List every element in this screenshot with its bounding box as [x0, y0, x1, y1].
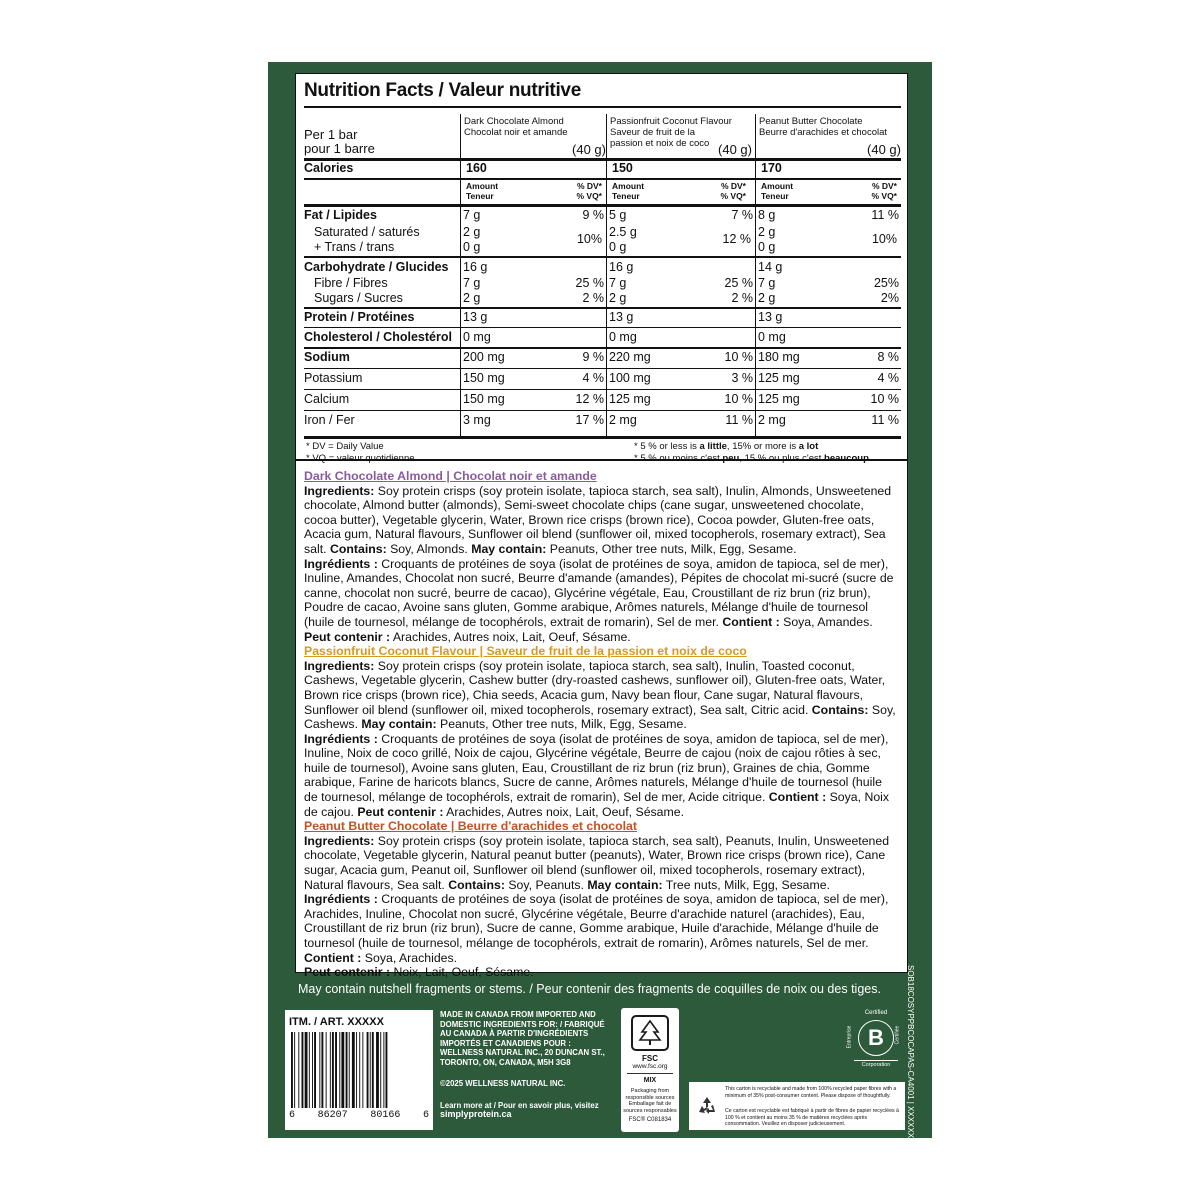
column-line	[460, 114, 461, 436]
amount: 0 g	[463, 240, 481, 254]
nutrient-cell	[756, 371, 901, 388]
percent-dv: 17 %	[575, 413, 604, 427]
divider	[304, 327, 901, 328]
nutrient-label: Sodium	[304, 350, 350, 364]
column-line	[755, 114, 756, 436]
divider	[304, 436, 901, 439]
percent-dv: 9 %	[582, 208, 604, 222]
nutrient-cell	[461, 291, 606, 307]
divider	[304, 256, 901, 258]
nutrient-label: Sugars / Sucres	[314, 291, 403, 305]
column-head-peanut: Peanut Butter Chocolate Beurre d'arachides et chocolat (40 g)	[759, 116, 901, 157]
per-bar: Per 1 bar	[304, 127, 358, 142]
nutrient-cell	[607, 276, 755, 291]
amount: 2 g	[758, 291, 776, 305]
ingredients-passion-fr: Ingrédients : Croquants de protéines de soya (isolat de protéines de soya, amidon de tapioca, sel de mer), Inuline, Noix de coco grillé, Noix de cajou, Glycérine végétale, Beurre de cajou (noix de cajou rôties à sec, huile de tournesol), Avoine sans gluten, Eau, Croustillant de riz brun (riz brun), Graines de chia, Gomme arabique, Farine de haricots blancs, Sucre de canne, Arômes naturels, Mélange d'huile de tournesol (huile de tournesol, mélange de tocophérols, extrait de romarin), Sel de mer, Acide citrique. Contient : Soya, Noix de cajou. Peut contenir : Arachides, Autres noix, Lait, Oeuf, Sésame.	[304, 731, 890, 819]
barcode-icon	[289, 1032, 429, 1108]
nutrient-cell	[461, 371, 606, 388]
percent-dv: 4 %	[877, 371, 899, 385]
percent-dv: 7 %	[731, 208, 753, 222]
amount: 2 g	[609, 291, 627, 305]
percent-dv: 11 %	[871, 208, 899, 222]
amount: 125 mg	[758, 392, 800, 406]
percent-dv: 25 %	[575, 276, 604, 290]
divider	[304, 410, 901, 411]
nutrient-cell	[461, 208, 606, 224]
percent-dv: 10 %	[724, 392, 753, 406]
column-head-passion: Passionfruit Coconut Flavour Saveur de fruit de la passion et noix de coco (40 g)	[610, 116, 752, 157]
percent-dv: 25%	[873, 276, 899, 290]
percent-dv: 2%	[880, 291, 899, 305]
amount: 0 g	[758, 240, 776, 254]
ingredients-passion-en: Ingredients: Soy protein crisps (soy protein isolate, tapioca starch, sea salt), Inulin, Toasted coconut, Cashews, Vegetable glycerin, Cashew butter (dry-roasted cashews, sunflower oil), Gluten-free oats, Water, Brown rice crisps (brown rice), Chia seeds, Acacia gum, Navy bean flour, Cane sugar, Natural flavours, Sunflower oil blend (sunflower oil, mixed tocopherols, rosemary extract), Sea salt, Citric acid. Contains: Soy, Cashews. May contain: Peanuts, Other tree nuts, Milk, Egg, Sesame.	[304, 658, 896, 732]
amount: 3 mg	[463, 413, 491, 427]
row-protein	[304, 310, 901, 327]
amount: 8 g	[758, 208, 776, 222]
divider	[304, 368, 901, 369]
amount: 220 mg	[609, 350, 651, 364]
nutrient-cell	[607, 350, 755, 367]
divider	[304, 106, 901, 108]
heading-peanut-butter: Peanut Butter Chocolate | Beurre d'arachides et chocolat	[304, 819, 637, 834]
nutrient-label: Saturated / saturés	[314, 225, 420, 239]
amount: 0 g	[609, 240, 627, 254]
fsc-tree-icon	[630, 1014, 670, 1052]
footnote-dv: * DV = Daily Value	[306, 441, 384, 452]
nutrient-cell	[756, 208, 901, 224]
nutrient-cell	[461, 350, 606, 367]
row-trans	[304, 240, 901, 256]
recycle-icon	[695, 1094, 719, 1118]
row-carb	[304, 260, 901, 276]
row-fat	[304, 208, 901, 224]
nutrient-cell	[756, 276, 901, 291]
nutrient-label: Fat / Lipides	[304, 208, 377, 222]
barcode-area	[285, 1010, 433, 1130]
percent-dv: 12 %	[722, 232, 751, 246]
divider	[304, 307, 901, 309]
amount: 125 mg	[758, 371, 800, 385]
amount: 2 mg	[758, 413, 786, 427]
nutrient-label: Fibre / Fibres	[314, 276, 388, 290]
nutrient-cell	[461, 276, 606, 291]
recycle-notice: This carton is recyclable and made from 100% recycled paper fibres with a minimum of 35% post-consumer content. Please dispose of thoughtfully. Ce carton est recyclable est fabriqué à partir de fibres de papier recyclées à 100 % et contient au moins 35 % de matières recyclées après consommation. Veuillez en disposer judicieusement.	[689, 1082, 905, 1130]
nutrient-cell	[461, 330, 606, 347]
nutrient-cell	[607, 392, 755, 409]
bcorp-b-icon: B	[858, 1020, 894, 1056]
amount: 150 mg	[463, 371, 505, 385]
barcode-digits: 6 86207 80166 6	[289, 1110, 429, 1121]
percent-dv: 4 %	[582, 371, 604, 385]
nutrient-cell	[607, 291, 755, 307]
packaging-info	[285, 1010, 913, 1130]
nutrient-cell	[756, 350, 901, 367]
ingredients-peanut-fr: Ingrédients : Croquants de protéines de soya (isolat de protéines de soya, amidon de tapioca, sel de mer), Arachides, Inuline, Chocolat non sucré, Glycérine végétale, Beurre d'arachide naturel (arachides), Eau, Croustillant de riz brun (riz brun), Sucre de canne, Gomme arabique, Huile d'arachide, Mélange d'huile de tournesol (huile de tournesol, mélange de tocophérols, extrait de romarin), Arômes naturels, Sel de mer. Contient : Soya, Arachides. Peut contenir : Noix, Lait, Oeuf, Sésame.	[304, 892, 889, 980]
percent-dv: 12 %	[575, 392, 604, 406]
nutrient-cell	[461, 392, 606, 409]
nutrient-cell	[607, 330, 755, 347]
nutrient-cell	[607, 413, 755, 430]
nutrient-cell	[756, 260, 901, 276]
ingredients-section	[304, 469, 898, 980]
row-iron	[304, 413, 901, 430]
vertical-product-code: SOB18COSYPPBCOCAPAS-CA4001 | XXXXXX	[906, 965, 915, 1139]
amount: 0 mg	[463, 330, 491, 344]
divider	[304, 347, 901, 349]
heading-dark-chocolate: Dark Chocolate Almond | Chocolat noir et amande	[304, 469, 597, 483]
nutrient-label: Potassium	[304, 371, 363, 385]
row-sodium	[304, 350, 901, 367]
percent-dv: 2 %	[731, 291, 753, 305]
amount: 2 g	[758, 225, 776, 239]
percent-dv: 11 %	[871, 413, 899, 427]
manufacturer-address: MADE IN CANADA FROM IMPORTED AND DOMESTIC INGREDIENTS FOR: / FABRIQUÉ AU CANADA À PARTIR D'INGRÉDIENTS IMPORTÉS ET CANADIENS POUR : WELLNESS NATURAL INC., 20 DUNCAN ST., TORONTO, ON, CANADA, M5H 3G8 ©2025 WELLNESS NATURAL INC. Learn more at / Pour en savoir plus, visitez simplyprotein.ca	[440, 1010, 605, 1119]
percent-dv: 3 %	[731, 371, 753, 385]
divider	[296, 459, 907, 461]
row-chol	[304, 330, 901, 347]
nutrition-title: Nutrition Facts / Valeur nutritive	[304, 80, 581, 101]
row-potassium	[304, 371, 901, 388]
nutrient-cell	[756, 413, 901, 430]
nutrient-cell	[756, 330, 901, 347]
row-fibre	[304, 276, 901, 291]
percent-dv: 10 %	[870, 392, 899, 406]
amount: 0 mg	[609, 330, 637, 344]
divider	[304, 389, 901, 390]
amount: 13 g	[758, 310, 783, 324]
percent-dv: 2 %	[582, 291, 604, 305]
nutrient-cell	[607, 310, 755, 327]
divider	[304, 178, 901, 180]
amount: 7 g	[758, 276, 776, 290]
ingredients-dark-en: Ingredients: Soy protein crisps (soy protein isolate, tapioca starch, sea salt), Inulin, Almonds, Unsweetened chocolate, Almond butter (almonds), Semi-sweet chocolate chips (cane sugar, unsweetened chocolate, cocoa butter), Vegetable glycerin, Water, Brown rice crisps (brown rice), Cocoa powder, Gluten-free oats, Acacia gum, Natural flavours, Sunflower oil blend (sunflower oil, mixed tocopherols, rosemary extract), Sea salt. Contains: Soy, Almonds. May contain: Peanuts, Other tree nuts, Milk, Egg, Sesame.	[304, 483, 892, 556]
amount: 16 g	[609, 260, 634, 274]
percent-dv: 9 %	[582, 350, 604, 364]
row-calories: Calories 160 150 170	[304, 161, 782, 175]
ingredients-dark-fr: Ingrédients : Croquants de protéines de soya (isolat de protéines de soya, amidon de tapioca, sel de mer), Inuline, Amandes, Chocolat non sucré, Beurre d'amande (amandes), Pépites de chocolat mi-sucré (sucre de canne, chocolat non sucré, beurre de cacao), Glycérine végétale, Eau, Croustillant de riz brun (riz brun), Poudre de cacao, Avoine sans gluten, Gomme arabique, Arômes naturels, Mélange d'huile de tournesol (huile de tournesol, mélange de tocophérols, extrait de romarin), Sel de mer. Contient : Soya, Amandes. Peut contenir : Arachides, Autres noix, Lait, Oeuf, Sésame.	[304, 556, 894, 644]
nutshell-warning: May contain nutshell fragments or stems. / Peur contenir des fragments de coquilles de noix ou des tiges.	[298, 982, 881, 996]
bcorp-logo: Certified B Entreprise Certifiée Corporation	[846, 1010, 901, 1068]
nutrient-cell	[607, 208, 755, 224]
amount: 125 mg	[609, 392, 651, 406]
nutrient-cell	[461, 260, 606, 276]
nutrient-cell	[756, 392, 901, 409]
nutrient-label: Protein / Protéines	[304, 310, 415, 324]
amount: 16 g	[463, 260, 488, 274]
amount: 100 mg	[609, 371, 651, 385]
nutrient-cell	[607, 371, 755, 388]
percent-dv: 10%	[871, 232, 897, 246]
ingredients-peanut-en: Ingredients: Soy protein crisps (soy protein isolate, tapioca starch, sea salt), Peanuts, Inulin, Unsweetened chocolate, Vegetable glycerin, Natural peanut butter (peanuts), Water, Brown rice crisps (brown rice), Cane sugar, Acacia gum, Peanut oil, Sunflower oil blend (sunflower oil, mixed tocopherols, rosemary extract), Natural flavours, Sea salt. Contains: Soy, Peanuts. May contain: Tree nuts, Milk, Egg, Sesame.	[304, 833, 890, 892]
row-calcium	[304, 392, 901, 409]
fsc-logo: FSC www.fsc.org MIX Packaging from responsible sources Emballage fait de sources responsables FSC® C081834	[621, 1008, 679, 1132]
amount: 7 g	[463, 276, 481, 290]
amount: 13 g	[463, 310, 488, 324]
row-sat	[304, 225, 901, 239]
nutrient-cell	[756, 291, 901, 307]
item-number: ITM. / ART. XXXXX	[289, 1016, 384, 1028]
column-line	[606, 114, 607, 436]
per-bar-fr: pour 1 barre	[304, 141, 375, 156]
amount: 13 g	[609, 310, 634, 324]
footnote-percent: * 5 % or less is a little, 15% or more is a lot	[634, 441, 819, 452]
amount: 2 g	[463, 291, 481, 305]
amount: 200 mg	[463, 350, 505, 364]
divider	[304, 204, 901, 207]
nutrient-cell	[461, 310, 606, 327]
amount: 2 g	[463, 225, 481, 239]
amount: 180 mg	[758, 350, 800, 364]
amount: 7 g	[609, 276, 627, 290]
nutrient-cell	[756, 310, 901, 327]
amount: 2.5 g	[609, 225, 637, 239]
percent-dv: 10%	[576, 232, 602, 246]
percent-dv: 11 %	[725, 413, 753, 427]
amount: 5 g	[609, 208, 627, 222]
heading-passionfruit: Passionfruit Coconut Flavour | Saveur de fruit de la passion et noix de coco	[304, 644, 747, 659]
percent-dv: 10 %	[724, 350, 753, 364]
row-sugars	[304, 291, 901, 307]
percent-dv: 25 %	[724, 276, 753, 290]
nutrient-label: Calcium	[304, 392, 350, 406]
amount: 150 mg	[463, 392, 505, 406]
column-head-dark: Dark Chocolate Almond Chocolat noir et amande (40 g)	[464, 116, 606, 157]
nutrient-cell	[461, 413, 606, 430]
percent-dv: 8 %	[877, 350, 899, 364]
nutrient-label: Cholesterol / Cholestérol	[304, 330, 452, 344]
amount: 14 g	[758, 260, 783, 274]
label-card: Nutrition Facts / Valeur nutritive Per 1 bar pour 1 barre Dark Chocolate Almond Chocolat noir et amande (40 g) Passionfruit Coconut Flavour Saveur de fruit de la passion et noix de coco (40 g) Peanut Butter Chocolate Beurre d'arachides et chocolat (40 g) Calories 160 150 170 Amount Teneur % DV* % VQ* Amount Teneur % DV* % VQ* Amount Teneur % DV* % VQ* Fat / Lipides 7 g 9 % 5 g 7 % 8 g 11 % Saturated / saturés 2 g 2.5 g 2 g + Trans / trans 0 g 0 g 0 g Carbohydrate / Glucides 16 g 16 g 14 g Fibre / Fibres 7 g 25 % 7 g 25 % 7 g 25% Sugars / Sucres 2 g 2 % 2 g 2 % 2 g 2% Protein / Protéines 13 g 13 g 13 g Cholesterol / Cholestérol 0 mg 0 mg 0 mg Sodium 200 mg 9 % 220 mg 10 % 180 mg 8 % Potassium 150 mg 4 % 100 mg 3 % 125 mg 4 % Calcium 150 mg 12 % 125 mg 10 % 125 mg 10 % Iron / Fer 3 mg 17 % 2 mg 11 % 2 mg 11 % 10% 12 % 10% * DV = Daily Value * 5 % or less is a little, 15% or more is a lot Dark Chocolate Almond | Chocolat noir et amande Ingredients: Soy protein crisps (soy protein isolate, tapioca starch, sea salt), Inulin, Almonds, Unsweetened chocolate, Almond butter (almonds), Semi-sweet chocolate chips (cane sugar, unsweetened chocolate, cocoa butter), Vegetable glycerin, Water, Brown rice crisps (brown rice), Cocoa powder, Gluten-free oats, Acacia gum, Natural flavours, Sunflower oil blend (sunflower oil, mixed tocopherols, rosemary extract), Sea salt. Contains: Soy, Almonds. May contain: Peanuts, Other tree nuts, Milk, Egg, Sesame. Ingrédients : Croquants de protéines de soya (isolat de protéines de soya, amidon de tapioca, sel de mer), Inuline, Amandes, Chocolat non sucré, Beurre d'amande (amandes), Pépites de chocolat mi-sucré (sucre de canne, chocolat non sucré, beurre de cacao), Glycérine végétale, Eau, Croustillant de riz brun (riz brun), Poudre de cacao, Avoine sans gluten, Gomme arabique, Arômes naturels, Mélange d'huile de tournesol (huile de tournesol, mélange de tocophérols, extrait de romarin), Sel de mer. Contient : Soya, Amandes. Peut contenir : Arachides, Autres noix, Lait, Oeuf, Sésame. Passionfruit Coconut Flavour | Saveur de fruit de la passion et noix de coco Ingredients: Soy protein crisps (soy protein isolate, tapioca starch, sea salt), Inulin, Toasted coconut, Cashews, Vegetable glycerin, Cashew butter (dry-roasted cashews, sunflower oil), Gluten-free oats, Water, Brown rice crisps (brown rice), Chia seeds, Acacia gum, Navy bean flour, Cane sugar, Natural flavours, Sunflower oil blend (sunflower oil, mixed tocopherols, rosemary extract), Sea salt, Citric acid. Contains: Soy, Cashews. May contain: Peanuts, Other tree nuts, Milk, Egg, Sesame. Ingrédients : Croquants de protéines de soya (isolat de protéines de soya, amidon de tapioca, sel de mer), Inuline, Noix de coco grillé, Noix de cajou, Glycérine végétale, Beurre de cajou (noix de cajou rôties à sec, huile de tournesol), Avoine sans gluten, Eau, Croustillant de riz brun (riz brun), Graines de chia, Gomme arabique, Farine de haricots blancs, Sucre de canne, Arômes naturels, Mélange d'huile de tournesol (huile de tournesol, mélange de tocophérols, extrait de romarin), Sel de mer, Acide citrique. Contient : Soya, Noix de cajou. Peut contenir : Arachides, Autres noix, Lait, Oeuf, Sésame. Peanut Butter Chocolate | Beurre d'arachides et chocolat Ingredients: Soy protein crisps (soy protein isolate, tapioca starch, sea salt), Peanuts, Inulin, Unsweetened chocolate, Vegetable glycerin, Natural peanut butter (peanuts), Water, Brown rice crisps (brown rice), Cane sugar, Acacia gum, Peanut oil, Sunflower oil blend (sunflower oil, mixed tocopherols, rosemary extract), Natural flavours, Sea salt. Contains: Soy, Peanuts. May contain: Tree nuts, Milk, Egg, Sesame. Ingrédients : Croquants de protéines de soya (isolat de protéines de soya, amidon de tapioca, sel de mer), Arachides, Inuline, Chocolat non sucré, Glycérine végétale, Beurre d'arachide naturel (arachides), Eau, Croustillant de riz brun (riz brun), Sucre de canne, Gomme arabique, Huile d'arachide, Mélange d'huile de tournesol (huile de tournesol, mélange de tocophérols, extrait de romarin), Arômes naturels, Sel de mer. Contient : Soya, Arachides. Peut contenir : Noix, Lait, Oeuf, Sésame.	[295, 73, 908, 973]
amount: 2 mg	[609, 413, 637, 427]
serving-size	[304, 128, 375, 156]
amount: 7 g	[463, 208, 481, 222]
nutrient-label: Carbohydrate / Glucides	[304, 260, 449, 274]
nutrient-label: + Trans / trans	[314, 240, 395, 254]
nutrient-label: Iron / Fer	[304, 413, 355, 427]
nutrient-cell	[607, 260, 755, 276]
amount: 0 mg	[758, 330, 786, 344]
